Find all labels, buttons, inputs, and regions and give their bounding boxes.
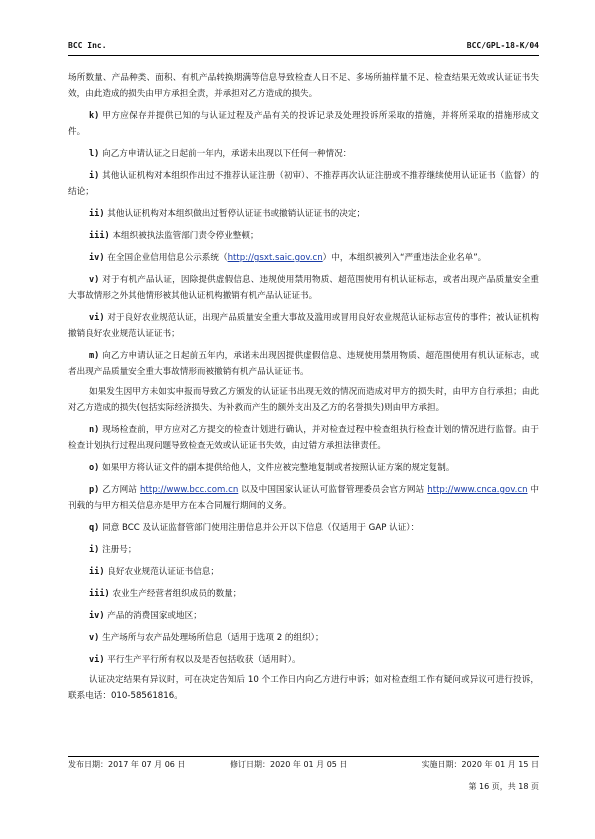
clause-marker: p)	[89, 485, 100, 495]
clause-marker: vi)	[89, 313, 105, 323]
clause-n	[68, 422, 539, 454]
clause-marker: n)	[89, 425, 100, 435]
clause-text: 良好农业规范认证证书信息；	[107, 567, 219, 577]
clause-marker: iii)	[89, 589, 110, 599]
clause-text: 产品的消费国家或地区；	[107, 611, 202, 621]
clause-text: 乙方网站	[102, 485, 138, 495]
clause-marker: i)	[89, 171, 100, 181]
clause-text: 现场检查前，甲方应对乙方提交的检查计划进行确认，并对检查过程中检查组执行检查计划的情况进行监督。由于检查计划执行过程出现问题导致检查无效或认证证书失效，由过错方承担法律责任。	[68, 425, 539, 451]
clause-marker: ii)	[89, 209, 105, 219]
gsxt-link[interactable]: http://gsxt.saic.gov.cn	[227, 253, 323, 263]
clause-text: 其他认证机构对本组织做出过暂停认证证书或撤销认证证书的决定；	[107, 209, 366, 219]
paragraph-appeal	[68, 672, 539, 704]
clause-marker: iv)	[89, 611, 105, 621]
clause-q-iv	[68, 608, 539, 624]
clause-text: 向乙方申请认证之日起前五年内，承诺未出现因提供虚假信息、违规使用禁用物质、超范围使用有机认证标志，或者出现产品质量安全重大事故情形而被撤销有机产品认证证书。	[68, 351, 539, 377]
clause-q-ii	[68, 564, 539, 580]
clause-marker: iv)	[89, 253, 105, 263]
clause-l-i	[68, 168, 539, 200]
cnca-website-link[interactable]: http://www.cnca.gov.cn	[427, 485, 528, 495]
clause-q-vi	[68, 652, 539, 668]
clause-text: 中刊载的与甲方相关信息亦是甲方在本合同履行期间的义务。	[68, 485, 540, 511]
clause-l	[68, 146, 539, 162]
text: 认证决定结果有异议时，可在决定告知后 10 个工作日内向乙方进行申诉；如对检查组工作有疑问或异议可进行投诉，联系电话：010-58561816。	[68, 675, 539, 701]
clause-text: 如果甲方将认证文件的副本提供给他人，文件应被完整地复制或者按照认证方案的规定复制。	[102, 463, 455, 473]
issued-date: 发布日期：2017 年 07 月 06 日	[68, 760, 186, 769]
clause-text: 对于有机产品认证，因除提供虚假信息、违规使用禁用物质、超范围使用有机认证标志，或者出现产品质量安全重大事故情形之外其他情形被其他认证机构撤销有机产品认证证书。	[68, 275, 539, 301]
clause-marker: ii)	[89, 567, 105, 577]
clause-l-iii	[68, 228, 539, 244]
clause-marker: o)	[89, 463, 100, 473]
clause-marker: vi)	[89, 655, 105, 665]
body-text	[68, 70, 539, 710]
clause-q	[68, 520, 539, 536]
header-divider	[68, 55, 539, 56]
clause-text: 在全国企业信用信息公示系统（	[107, 253, 228, 263]
clause-text: ）中，本组织被列入“严重违法企业名单”。	[322, 253, 487, 263]
clause-l-v	[68, 272, 539, 304]
clause-text: 本组织被执法监管部门责令停业整顿；	[112, 231, 259, 241]
page-number: 第 16 页，共 18 页	[468, 782, 539, 791]
clause-q-i	[68, 542, 539, 558]
text: 场所数量、产品种类、面积、有机产品转换期满等信息导致检查人日不足、多场所抽样量不足、检查结果无效或认证证书失效，由此造成的损失由甲方承担全责，并承担对乙方造成的损失。	[68, 73, 539, 99]
clause-l-iv	[68, 250, 539, 266]
clause-o	[68, 460, 539, 476]
revised-date: 修订日期：2020 年 01 月 05 日	[230, 760, 348, 769]
header-doc-code: BCC/GPL-18-K/04	[466, 41, 539, 50]
clause-marker: q)	[89, 523, 100, 533]
clause-q-v	[68, 630, 539, 646]
effective-date: 实施日期：2020 年 01 月 15 日	[421, 760, 539, 769]
clause-text: 向乙方申请认证之日起前一年内，承诺未出现以下任何一种情况：	[102, 149, 352, 159]
clause-k	[68, 108, 539, 140]
clause-marker: v)	[89, 633, 100, 643]
clause-text: 以及中国国家认证认可监督管理委员会官方网站	[241, 485, 425, 495]
clause-marker: m)	[89, 351, 100, 361]
clause-text: 对于良好农业规范认证，出现产品质量安全重大事故及滥用或冒用良好农业规范认证标志宣传的事件；被认证机构撤销良好农业规范认证证书；	[68, 313, 539, 339]
clause-q-iii	[68, 586, 539, 602]
clause-p	[68, 482, 539, 514]
clause-marker: iii)	[89, 231, 110, 241]
clause-marker: i)	[89, 545, 100, 555]
text: 如果发生因甲方未如实申报而导致乙方颁发的认证证书出现无效的情况而造成对甲方的损失时，由甲方自行承担；由此对乙方造成的损失(包括实际经济损失、为补救而产生的额外支出及乙方的名誉损失)则由甲方承担。	[68, 387, 539, 413]
clause-marker: k)	[89, 111, 100, 121]
paragraph-continuation	[68, 70, 539, 102]
clause-marker: v)	[89, 275, 100, 285]
clause-text: 其他认证机构对本组织作出过不推荐认证注册（初审）、不推荐再次认证注册或不推荐继续使用认证证书（监督）的结论；	[68, 171, 540, 197]
footer-divider	[68, 756, 539, 757]
clause-text: 注册号；	[102, 545, 137, 555]
clause-l-vi	[68, 310, 539, 342]
clause-text: 平行生产平行所有权以及是否包括收获（适用时）。	[107, 655, 301, 665]
bcc-website-link[interactable]: http://www.bcc.com.cn	[140, 485, 239, 495]
clause-text: 甲方应保存并提供已知的与认证过程及产品有关的投诉记录及处理投诉所采取的措施，并将所采取的措施形成文件。	[68, 111, 539, 137]
clause-m	[68, 348, 539, 380]
clause-text: 生产场所与农产品处理场所信息（适用于选项 2 的组织）；	[102, 633, 324, 643]
clause-l-ii	[68, 206, 539, 222]
clause-text: 农业生产经营者组织成员的数量；	[112, 589, 242, 599]
clause-text: 同意 BCC 及认证监督管部门使用注册信息并公开以下信息（仅适用于 GAP 认证）：	[102, 523, 420, 533]
paragraph-false-declaration	[68, 384, 539, 416]
header-company: BCC Inc.	[68, 41, 107, 50]
clause-marker: l)	[89, 149, 100, 159]
